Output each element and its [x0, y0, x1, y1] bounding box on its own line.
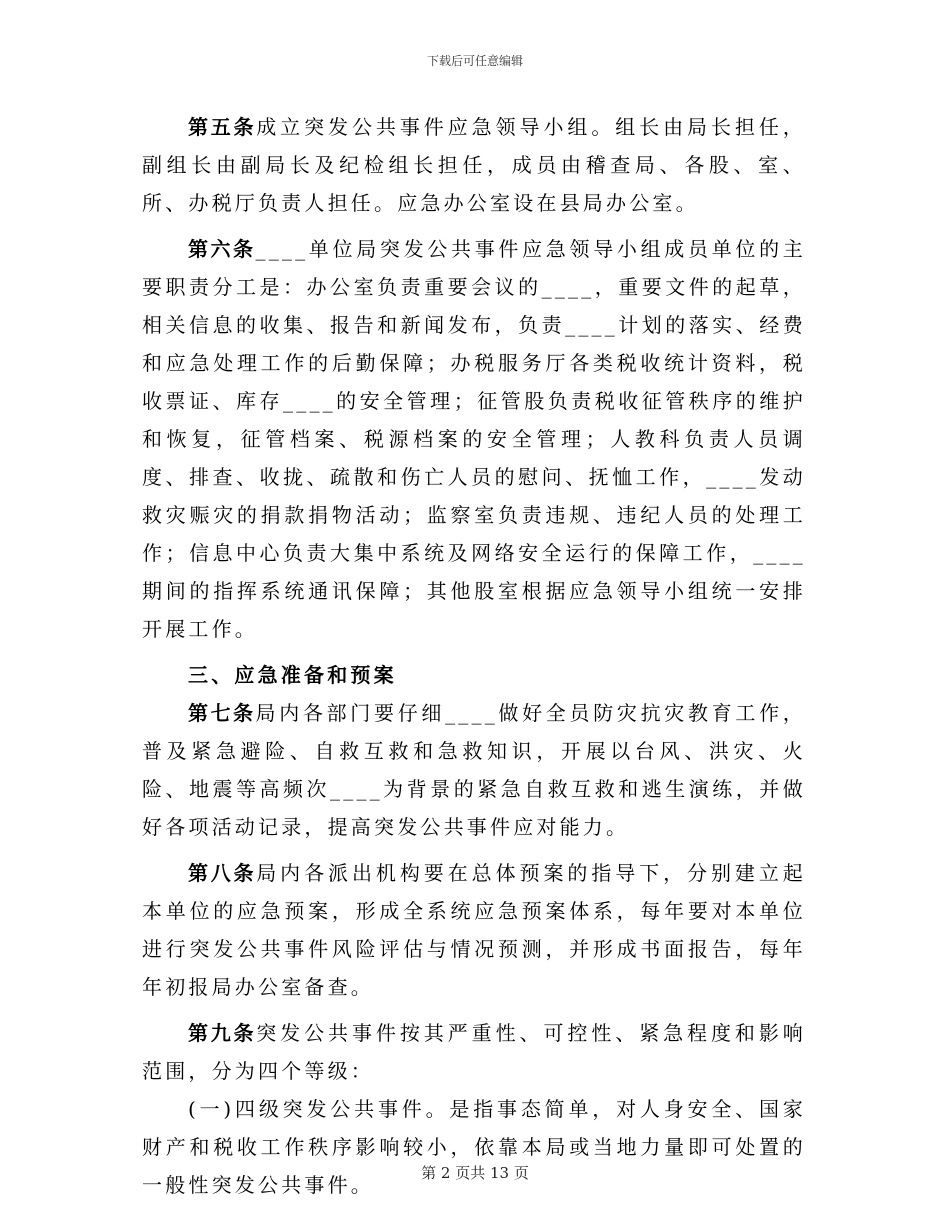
page-header: 下载后可任意编辑 — [426, 54, 523, 68]
page-footer: 第 2 页共 13 页 — [421, 1164, 529, 1182]
article-7-paragraph — [142, 694, 806, 846]
article-8-paragraph — [142, 854, 806, 1006]
article-8-lead: 第八条 — [188, 861, 257, 885]
article-5-paragraph — [142, 108, 806, 222]
article-6-paragraph — [142, 230, 806, 648]
article-7-text: 局内各部门要仔细____做好全员防灾抗灾教育工作，普及紧急避险、自救互救和急救知识，开展以台风、洪灾、火险、地震等高频次____为背景的紧急自救互救和逃生演练，并做好各项活动记录，提高突发公共事件应对能力。 — [142, 701, 806, 839]
article-9-text: 突发公共事件按其严重性、可控性、紧急程度和影响范围，分为四个等级： — [142, 1021, 807, 1083]
article-8-text: 局内各派出机构要在总体预案的指导下，分别建立起本单位的应急预案，形成全系统应急预案体系，每年要对本单位进行突发公共事件风险评估与情况预测，并形成书面报告，每年年初报局办公室备查。 — [142, 861, 807, 999]
section-heading: 三、应急准备和预案 — [188, 663, 397, 687]
article-6-text: ____单位局突发公共事件应急领导小组成员单位的主要职责分工是：办公室负责重要会议的____，重要文件的起草，相关信息的收集、报告和新闻发布，负责____计划的落实、经费和应急处理工作的后勤保障；办税服务厅各类税收统计资料，税收票证、库存____的安全管理；征管股负责税收征管秩序的维护和恢复，征管档案、税源档案的安全管理；人教科负责人员调度、排查、收拢、疏散和伤亡人员的慰问、抚恤工作，____发动救灾赈灾的捐款捐物活动；监察室负责违规、违纪人员的处理工作；信息中心负责大集中系统及网络安全运行的保障工作，____期间的指挥系统通讯保障；其他股室根据应急领导小组统一安排开展工作。 — [142, 237, 806, 641]
article-5-text: 成立突发公共事件应急领导小组。组长由局长担任，副组长由副局长及纪检组长担任，成员由稽查局、各股、室、所、办税厅负责人担任。应急办公室设在县局办公室。 — [142, 115, 807, 215]
level-4-paragraph — [142, 1090, 806, 1204]
article-7-lead: 第七条 — [188, 701, 256, 725]
article-9-paragraph — [142, 1014, 806, 1090]
level-4-text: (一)四级突发公共事件。是指事态简单，对人身安全、国家财产和税收工作秩序影响较小，依靠本局或当地力量即可处置的一般性突发公共事件。 — [142, 1097, 806, 1197]
article-5-lead: 第五条 — [188, 115, 257, 139]
document-body — [142, 108, 806, 1212]
article-6-lead: 第六条 — [188, 237, 256, 261]
article-9-lead: 第九条 — [188, 1021, 257, 1045]
